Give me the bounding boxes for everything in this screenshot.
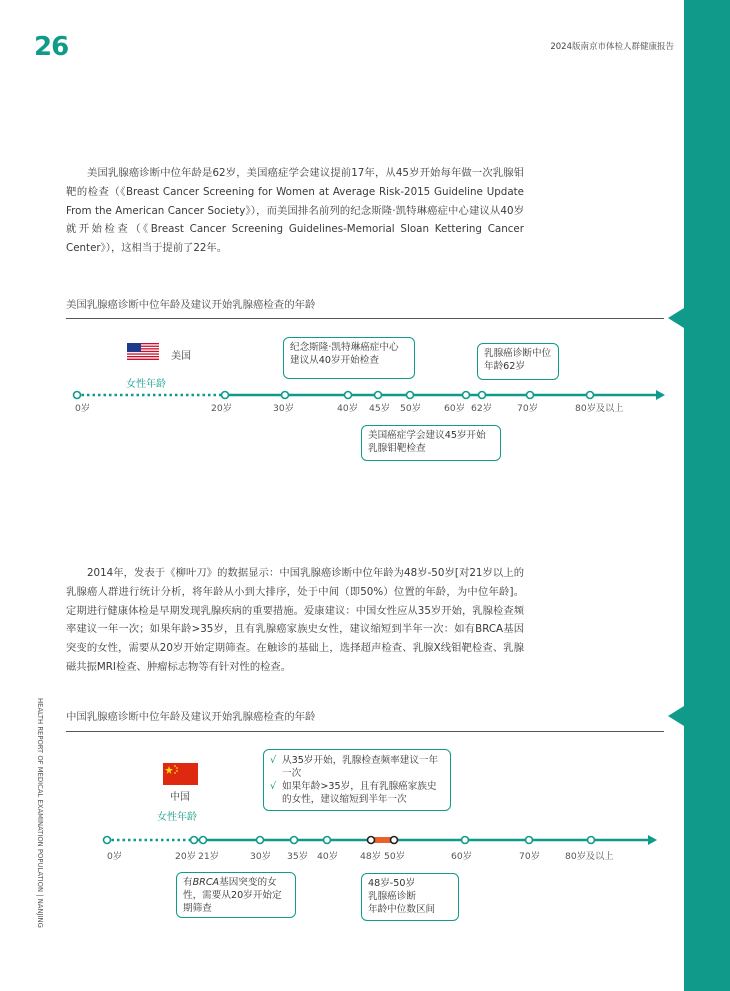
brca-gene-name: BRCA xyxy=(192,877,220,888)
country-label-china: 中国 xyxy=(170,792,190,803)
tick-label: 62岁 xyxy=(471,403,492,414)
brca-text-pre: 有 xyxy=(183,877,193,888)
callout-us-median-age: 乳腺癌诊断中位年龄62岁 xyxy=(477,343,559,380)
tick-label: 30岁 xyxy=(273,403,294,414)
tick-label: 0岁 xyxy=(75,403,91,414)
tick-dot-40 xyxy=(345,392,352,399)
callout-acs-recommendation: 美国癌症学会建议45岁开始乳腺钼靶检查 xyxy=(361,425,501,461)
tick-dot-0 xyxy=(104,837,111,844)
recommendation-text: 如果年龄>35岁，且有乳腺癌家族史的女性，建议缩短到半年一次 xyxy=(282,781,437,805)
tick-label: 50岁 xyxy=(400,403,421,414)
brca-text-post: 基因突变的女性，需要从20岁开始定期筛查 xyxy=(183,877,282,914)
sidebar-notch xyxy=(668,706,684,726)
tick-label: 70岁 xyxy=(519,851,540,862)
china-flag-icon xyxy=(163,763,198,785)
tick-dot-70 xyxy=(527,392,534,399)
section-title-us: 美国乳腺癌诊断中位年龄及建议开始乳腺癌检查的年龄 xyxy=(66,299,316,311)
country-label-us: 美国 xyxy=(171,351,191,362)
tick-dot-48 xyxy=(368,837,375,844)
tick-dot-60 xyxy=(463,392,470,399)
callout-msk-recommendation: 纪念斯隆·凯特琳癌症中心建议从40岁开始检查 xyxy=(283,337,415,379)
tick-dot-40 xyxy=(324,837,331,844)
axis-label-us: 女性年龄 xyxy=(126,379,166,390)
tick-label: 80岁及以上 xyxy=(565,851,614,862)
tick-dot-62 xyxy=(479,392,486,399)
timeline-arrowhead xyxy=(656,390,665,400)
median-range-line-3: 年龄中位数区间 xyxy=(368,904,436,915)
sidebar-band xyxy=(684,0,730,991)
callout-china-recommendation xyxy=(263,749,451,811)
tick-dot-50 xyxy=(391,837,398,844)
tick-dot-80 xyxy=(587,392,594,399)
report-title: 2024版南京市体检人群健康报告 xyxy=(550,42,674,52)
vertical-report-label: HEALTH REPORT OF MEDICAL EXAMINATION POPULATION | NANJING xyxy=(36,698,44,928)
us-flag-icon xyxy=(127,343,159,360)
median-range-line-2: 乳腺癌诊断 xyxy=(368,891,416,902)
tick-label: 80岁及以上 xyxy=(575,403,624,414)
check-icon: √ xyxy=(270,781,277,792)
tick-label: 30岁 xyxy=(250,851,271,862)
tick-label: 48岁 xyxy=(360,851,381,862)
tick-label: 60岁 xyxy=(444,403,465,414)
tick-dot-80 xyxy=(588,837,595,844)
tick-dot-30 xyxy=(257,837,264,844)
axis-label-china: 女性年龄 xyxy=(157,812,197,823)
tick-dot-70 xyxy=(526,837,533,844)
section-divider xyxy=(66,318,664,319)
page-number: 26 xyxy=(34,32,69,62)
tick-label: 50岁 xyxy=(384,851,405,862)
tick-dot-0 xyxy=(74,392,81,399)
tick-label: 35岁 xyxy=(287,851,308,862)
tick-dot-45 xyxy=(375,392,382,399)
tick-dot-60 xyxy=(462,837,469,844)
tick-label: 40岁 xyxy=(337,403,358,414)
sidebar-notch xyxy=(668,308,684,328)
callout-china-median-range xyxy=(361,873,459,921)
tick-label: 40岁 xyxy=(317,851,338,862)
tick-dot-20 xyxy=(191,837,198,844)
tick-label: 21岁 xyxy=(198,851,219,862)
timeline-arrowhead xyxy=(648,835,657,845)
tick-dot-30 xyxy=(282,392,289,399)
tick-dot-35 xyxy=(291,837,298,844)
recommendation-item xyxy=(270,754,444,780)
recommendation-text: 从35岁开始，乳腺检查频率建议一年一次 xyxy=(282,755,439,779)
tick-label: 60岁 xyxy=(451,851,472,862)
recommendation-item xyxy=(270,780,444,806)
tick-label: 20岁 xyxy=(211,403,232,414)
tick-dot-20 xyxy=(222,392,229,399)
tick-dot-21 xyxy=(200,837,207,844)
callout-brca xyxy=(176,872,296,918)
tick-label: 70岁 xyxy=(517,403,538,414)
intro-paragraph-china: 2014年，发表于《柳叶刀》的数据显示：中国乳腺癌诊断中位年龄为48岁-50岁[对21岁以上的乳腺癌人群进行统计分析，将年龄从小到大排序，处于中间（即50%）位置的年龄，为中位年龄]。定期进行健康体检是早期发现乳腺疾病的重要措施。爱康建议：中国女性应从35岁开始，乳腺检查频率建议一年一次；如果年龄>35岁，且有乳腺癌家族史女性，建议缩短到半年一次：如有BRCA基因突变的女性，需要从20岁开始定期筛查。在触诊的基础上，选择超声检查、乳腺X线钼靶检查、乳腺磁共振MRI检查、肿瘤标志物等有针对性的检查。 xyxy=(66,567,524,673)
check-icon: √ xyxy=(270,755,277,766)
section-title-china: 中国乳腺癌诊断中位年龄及建议开始乳腺癌检查的年龄 xyxy=(66,711,316,723)
tick-label: 0岁 xyxy=(107,851,123,862)
section-divider xyxy=(66,731,664,732)
tick-label: 20岁 xyxy=(175,851,196,862)
tick-label: 45岁 xyxy=(369,403,390,414)
intro-paragraph-us: 美国乳腺癌诊断中位年龄是62岁，美国癌症学会建议提前17年，从45岁开始每年做一次乳腺钼靶的检查（《Breast Cancer Screening for Women at Average Risk-2015 Guideline Update From the American Cancer Society》），而美国排名前列的纪念斯隆·凯特琳癌症中心建议从40岁就开始检查（《Breast Cancer Screening Guidelines-Memorial Sloan Kettering Cancer Center》），这相当于提前了22年。 xyxy=(66,167,524,255)
median-range-line-1: 48岁-50岁 xyxy=(368,878,416,889)
tick-dot-50 xyxy=(407,392,414,399)
